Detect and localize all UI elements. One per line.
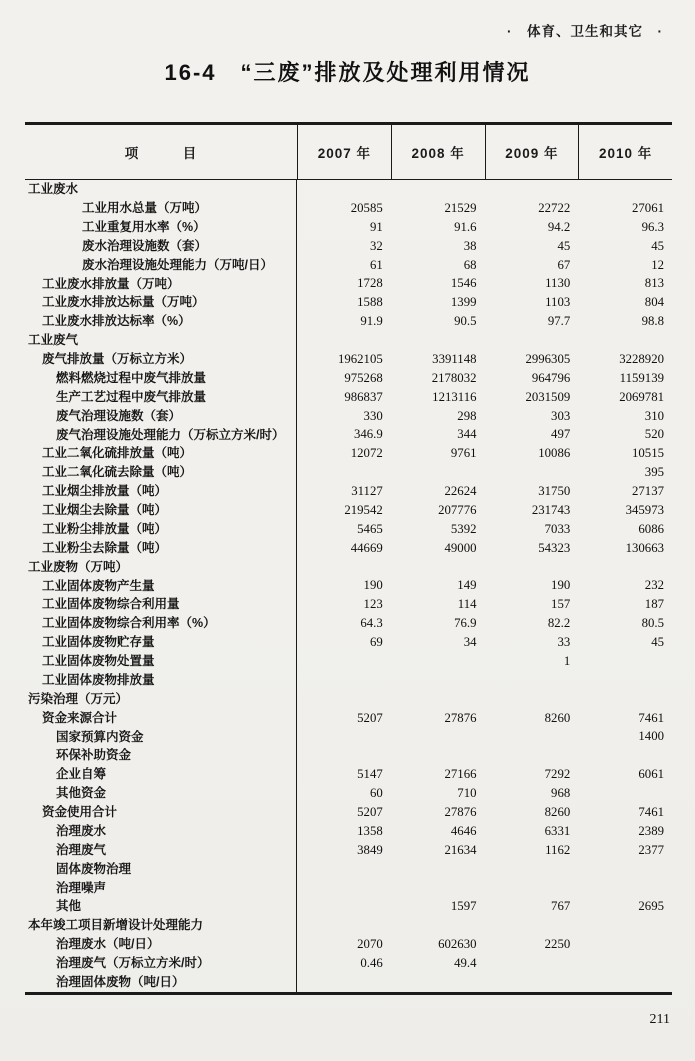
table-row — [25, 973, 672, 992]
cell-value: 44669 — [350, 540, 383, 555]
table-row — [25, 237, 672, 256]
table-row — [25, 501, 672, 520]
cell-value: 0.46 — [360, 955, 383, 970]
cell-value: 22722 — [538, 200, 571, 215]
cell-value: 298 — [457, 408, 477, 423]
cell-value: 813 — [644, 276, 664, 291]
row-label: 其他资金 — [25, 784, 297, 803]
cell-value: 1546 — [450, 276, 477, 291]
row-label: 工业废水排放达标率（%） — [25, 312, 297, 331]
table-row — [25, 803, 672, 822]
cell-value: 12 — [651, 257, 664, 272]
table-row — [25, 407, 672, 426]
cell-value: 219542 — [344, 502, 383, 517]
table-row — [25, 652, 672, 671]
cell-value: 80.5 — [641, 616, 664, 631]
cell-value: 964796 — [531, 370, 571, 385]
cell-value: 2377 — [638, 842, 664, 857]
table-row — [25, 369, 672, 388]
cell-value: 1162 — [545, 842, 571, 857]
table-row — [25, 463, 672, 482]
row-label: 本年竣工项目新增设计处理能力 — [25, 916, 297, 935]
row-label: 工业烟尘排放量（吨） — [25, 482, 297, 501]
row-label: 生产工艺过程中废气排放量 — [25, 388, 297, 407]
cell-value: 968 — [551, 786, 571, 801]
table-row — [25, 444, 672, 463]
row-label: 治理固体废物（吨/日） — [25, 973, 297, 992]
row-label: 固体废物治理 — [25, 860, 297, 879]
cell-value: 27876 — [444, 804, 477, 819]
row-label: 工业固体废物产生量 — [25, 576, 297, 595]
cell-value: 67 — [557, 257, 571, 272]
table-row — [25, 746, 672, 765]
cell-value: 27137 — [632, 484, 664, 499]
cell-value: 97.7 — [547, 314, 571, 329]
table-header-row — [25, 122, 672, 180]
cell-value: 123 — [363, 597, 383, 612]
row-label: 工业固体废物排放量 — [25, 671, 297, 690]
cell-value: 21634 — [444, 842, 477, 857]
cell-value: 60 — [369, 786, 383, 801]
row-label: 治理噪声 — [25, 878, 297, 897]
cell-value: 1358 — [357, 823, 383, 838]
cell-value: 2031509 — [525, 389, 571, 404]
cell-value: 710 — [457, 786, 477, 801]
row-label: 治理废水 — [25, 822, 297, 841]
cell-value: 94.2 — [547, 219, 571, 234]
cell-value: 1103 — [545, 295, 571, 310]
three-wastes-table — [25, 122, 672, 995]
cell-value: 27061 — [632, 200, 664, 215]
row-label: 工业二氧化硫去除量（吨） — [25, 463, 297, 482]
table-row — [25, 784, 672, 803]
cell-value: 90.5 — [454, 314, 477, 329]
cell-value: 114 — [457, 597, 477, 612]
table-row — [25, 897, 672, 916]
cell-value: 3228920 — [619, 351, 664, 366]
row-label: 污染治理（万元） — [25, 690, 297, 709]
table-row — [25, 614, 672, 633]
row-label: 工业粉尘排放量（吨） — [25, 520, 297, 539]
column-header-2010: 2010 年 — [578, 125, 672, 179]
cell-value: 1399 — [450, 295, 477, 310]
cell-value: 27166 — [444, 767, 477, 782]
cell-value: 34 — [463, 635, 477, 650]
table-row — [25, 425, 672, 444]
cell-value: 231743 — [531, 502, 571, 517]
table-row — [25, 935, 672, 954]
cell-value: 82.2 — [547, 616, 571, 631]
row-label: 环保补助资金 — [25, 746, 297, 765]
table-row — [25, 727, 672, 746]
cell-value: 7292 — [544, 767, 571, 782]
row-label: 工业粉尘去除量（吨） — [25, 539, 297, 558]
cell-value: 1728 — [357, 276, 383, 291]
cell-value: 497 — [551, 427, 571, 442]
cell-value: 1130 — [545, 276, 571, 291]
cell-value: 1400 — [638, 729, 664, 744]
cell-value: 21529 — [444, 200, 477, 215]
cell-value: 68 — [463, 257, 477, 272]
table-row — [25, 293, 672, 312]
cell-value: 5207 — [357, 804, 383, 819]
cell-value: 7461 — [638, 804, 664, 819]
column-header-2008: 2008 年 — [391, 125, 485, 179]
row-label: 废气排放量（万标立方米） — [25, 350, 297, 369]
cell-value: 6061 — [638, 767, 664, 782]
row-label: 工业废水排放量（万吨） — [25, 274, 297, 293]
row-label: 国家预算内资金 — [25, 727, 297, 746]
cell-value: 49.4 — [454, 955, 477, 970]
column-header-item: 项 目 — [124, 146, 198, 161]
row-label: 工业二氧化硫排放量（吨） — [25, 444, 297, 463]
cell-value: 31127 — [351, 484, 383, 499]
cell-value: 190 — [551, 578, 571, 593]
cell-value: 91.9 — [360, 314, 383, 329]
cell-value: 130663 — [625, 540, 664, 555]
cell-value: 45 — [651, 635, 664, 650]
cell-value: 10515 — [632, 446, 664, 461]
cell-value: 2996305 — [525, 351, 571, 366]
table-row — [25, 274, 672, 293]
table-row — [25, 916, 672, 935]
table-row — [25, 860, 672, 879]
cell-value: 804 — [644, 295, 664, 310]
cell-value: 149 — [457, 578, 477, 593]
table-row — [25, 595, 672, 614]
row-label: 企业自筹 — [25, 765, 297, 784]
row-label: 燃料燃烧过程中废气排放量 — [25, 369, 297, 388]
cell-value: 22624 — [444, 484, 477, 499]
cell-value: 2069781 — [619, 389, 664, 404]
cell-value: 31750 — [538, 484, 571, 499]
cell-value: 395 — [644, 465, 664, 480]
cell-value: 975268 — [344, 370, 383, 385]
cell-value: 38 — [463, 238, 477, 253]
cell-value: 54323 — [538, 540, 571, 555]
table-row — [25, 331, 672, 350]
cell-value: 5465 — [357, 521, 383, 536]
row-label: 工业重复用水率（%） — [25, 218, 297, 237]
row-label: 工业固体废物综合利用量 — [25, 595, 297, 614]
cell-value: 1 — [563, 653, 571, 668]
table-row — [25, 256, 672, 275]
row-label: 废气治理设施数（套） — [25, 407, 297, 426]
cell-value: 187 — [644, 597, 664, 612]
cell-value: 10086 — [538, 446, 571, 461]
cell-value: 344 — [457, 427, 477, 442]
page-title: 16-4 “三废”排放及处理利用情况 — [164, 60, 531, 85]
cell-value: 520 — [644, 427, 664, 442]
table-row — [25, 388, 672, 407]
cell-value: 45 — [557, 238, 571, 253]
table-row — [25, 690, 672, 709]
table-row — [25, 218, 672, 237]
row-label: 工业废物（万吨） — [25, 558, 297, 577]
cell-value: 1213116 — [432, 389, 477, 404]
cell-value: 76.9 — [454, 616, 477, 631]
table-row — [25, 312, 672, 331]
table-row — [25, 954, 672, 973]
cell-value: 2695 — [638, 899, 664, 914]
table-row — [25, 878, 672, 897]
table-row — [25, 199, 672, 218]
row-label: 工业用水总量（万吨） — [25, 199, 297, 218]
table-row — [25, 180, 672, 199]
row-label: 工业固体废物处置量 — [25, 652, 297, 671]
cell-value: 5207 — [357, 710, 383, 725]
cell-value: 602630 — [438, 937, 477, 952]
cell-value: 33 — [557, 635, 571, 650]
cell-value: 3849 — [357, 842, 383, 857]
row-label: 工业废气 — [25, 331, 297, 350]
row-label: 治理废水（吨/日） — [25, 935, 297, 954]
table-row — [25, 822, 672, 841]
cell-value: 310 — [644, 408, 664, 423]
cell-value: 346.9 — [353, 427, 383, 442]
cell-value: 5147 — [357, 767, 383, 782]
cell-value: 96.3 — [641, 219, 664, 234]
table-row — [25, 709, 672, 728]
row-label: 治理废气（万标立方米/时） — [25, 954, 297, 973]
cell-value: 45 — [651, 238, 664, 253]
row-label: 治理废气 — [25, 841, 297, 860]
table-row — [25, 558, 672, 577]
table-row — [25, 482, 672, 501]
cell-value: 7033 — [544, 521, 571, 536]
cell-value: 303 — [551, 408, 571, 423]
row-label: 工业烟尘去除量（吨） — [25, 501, 297, 520]
cell-value: 330 — [363, 408, 383, 423]
cell-value: 986837 — [344, 389, 383, 404]
cell-value: 1962105 — [337, 351, 383, 366]
cell-value: 91.6 — [454, 219, 477, 234]
cell-value: 4646 — [450, 823, 477, 838]
table-row — [25, 539, 672, 558]
cell-value: 91 — [369, 219, 383, 234]
cell-value: 2070 — [357, 937, 383, 952]
cell-value: 12072 — [350, 446, 383, 461]
cell-value: 6086 — [638, 521, 664, 536]
column-header-2009: 2009 年 — [485, 125, 579, 179]
table-row — [25, 633, 672, 652]
cell-value: 2178032 — [431, 370, 477, 385]
row-label: 工业固体废物综合利用率（%） — [25, 614, 297, 633]
cell-value: 232 — [644, 578, 664, 593]
cell-value: 345973 — [625, 502, 664, 517]
cell-value: 7461 — [638, 710, 664, 725]
row-label: 工业废水排放达标量（万吨） — [25, 293, 297, 312]
cell-value: 8260 — [544, 710, 571, 725]
row-label: 废水治理设施处理能力（万吨/日） — [25, 256, 297, 275]
cell-value: 190 — [363, 578, 383, 593]
row-label: 其他 — [25, 897, 297, 916]
running-head: · 体育、卫生和其它 · — [507, 24, 663, 39]
table-row — [25, 671, 672, 690]
cell-value: 207776 — [438, 502, 477, 517]
row-label: 废气治理设施处理能力（万标立方米/时） — [25, 425, 297, 444]
row-label: 资金使用合计 — [25, 803, 297, 822]
cell-value: 3391148 — [432, 351, 477, 366]
row-label: 废水治理设施数（套） — [25, 237, 297, 256]
column-header-2007: 2007 年 — [297, 125, 391, 179]
table-row — [25, 350, 672, 369]
cell-value: 20585 — [350, 200, 383, 215]
cell-value: 49000 — [444, 540, 477, 555]
cell-value: 1159139 — [619, 370, 664, 385]
table-row — [25, 520, 672, 539]
cell-value: 64.3 — [360, 616, 383, 631]
cell-value: 6331 — [544, 823, 571, 838]
table-row — [25, 841, 672, 860]
row-label: 资金来源合计 — [25, 709, 297, 728]
cell-value: 32 — [369, 238, 383, 253]
cell-value: 8260 — [544, 804, 571, 819]
cell-value: 1588 — [357, 295, 383, 310]
cell-value: 98.8 — [641, 314, 664, 329]
cell-value: 2389 — [638, 823, 664, 838]
table-body — [25, 180, 672, 995]
cell-value: 1597 — [450, 899, 477, 914]
cell-value: 5392 — [450, 521, 477, 536]
cell-value: 767 — [551, 899, 571, 914]
cell-value: 61 — [369, 257, 383, 272]
row-label: 工业固体废物贮存量 — [25, 633, 297, 652]
cell-value: 2250 — [544, 937, 571, 952]
row-label: 工业废水 — [25, 180, 297, 199]
cell-value: 27876 — [444, 710, 477, 725]
table-row — [25, 765, 672, 784]
cell-value: 69 — [369, 635, 383, 650]
cell-value: 9761 — [450, 446, 477, 461]
cell-value: 157 — [551, 597, 571, 612]
page-number: 211 — [649, 1012, 670, 1027]
table-row — [25, 576, 672, 595]
